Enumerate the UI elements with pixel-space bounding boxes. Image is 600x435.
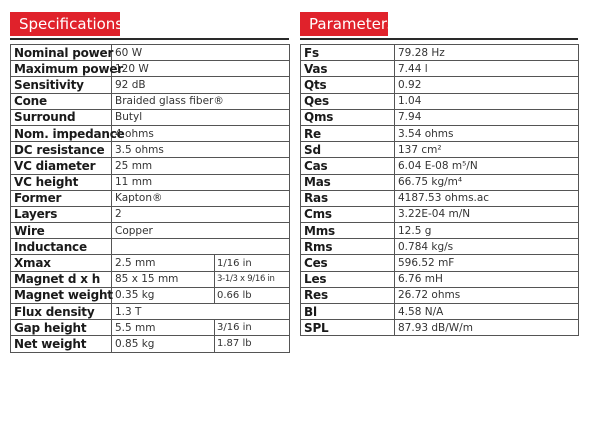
spec-row <box>11 190 290 206</box>
spec-row <box>11 304 290 320</box>
spec-label: Flux density <box>11 304 112 320</box>
spec-value: 2.5 mm <box>112 255 215 271</box>
parameters-table <box>300 44 579 336</box>
spec-imperial-value: 3-1/3 x 9/16 in <box>215 271 290 287</box>
specifications-table <box>10 44 290 353</box>
spec-row <box>11 109 290 125</box>
param-label: Cas <box>301 158 395 174</box>
param-label: Res <box>301 287 395 303</box>
specifications-header: Specifications <box>10 12 120 36</box>
param-value: 137 cm² <box>395 142 579 158</box>
spec-row <box>11 158 290 174</box>
param-label: Qms <box>301 109 395 125</box>
specifications-rule <box>10 38 289 40</box>
param-row <box>301 45 579 61</box>
spec-imperial-value: 1/16 in <box>215 255 290 271</box>
spec-label: Magnet weight <box>11 287 112 303</box>
spec-row <box>11 61 290 77</box>
spec-value: 25 mm <box>112 158 290 174</box>
param-label: Vas <box>301 61 395 77</box>
spec-value: 1.3 T <box>112 304 290 320</box>
spec-label: VC diameter <box>11 158 112 174</box>
param-label: Les <box>301 271 395 287</box>
spec-row <box>11 142 290 158</box>
param-value: 3.22E-04 m/N <box>395 206 579 222</box>
spec-value: 5.5 mm <box>112 320 215 336</box>
spec-value: 85 x 15 mm <box>112 271 215 287</box>
param-label: Re <box>301 125 395 141</box>
spec-label: Gap height <box>11 320 112 336</box>
spec-row <box>11 320 290 336</box>
spec-label: Maximum power <box>11 61 112 77</box>
param-value: 0.92 <box>395 77 579 93</box>
spec-row <box>11 239 290 255</box>
param-label: Ces <box>301 255 395 271</box>
spec-label: Layers <box>11 206 112 222</box>
spec-value: 2 <box>112 206 290 222</box>
param-row <box>301 93 579 109</box>
param-row <box>301 223 579 239</box>
param-row <box>301 320 579 336</box>
spec-label: Former <box>11 190 112 206</box>
spec-label: Xmax <box>11 255 112 271</box>
spec-label: DC resistance <box>11 142 112 158</box>
spec-label: Nom. impedance <box>11 125 112 141</box>
spec-row <box>11 174 290 190</box>
spec-imperial-value: 0.66 lb <box>215 287 290 303</box>
param-value: 12.5 g <box>395 223 579 239</box>
param-label: Fs <box>301 45 395 61</box>
spec-label: Magnet d x h <box>11 271 112 287</box>
spec-value: 11 mm <box>112 174 290 190</box>
spec-row <box>11 93 290 109</box>
param-row <box>301 158 579 174</box>
param-row <box>301 190 579 206</box>
spec-label: Wire <box>11 223 112 239</box>
param-label: Qts <box>301 77 395 93</box>
spec-label: Cone <box>11 93 112 109</box>
spec-label: Surround <box>11 109 112 125</box>
spec-value: Copper <box>112 223 290 239</box>
param-label: Mas <box>301 174 395 190</box>
param-row <box>301 77 579 93</box>
spec-value: Braided glass fiber® <box>112 93 290 109</box>
spec-imperial-value: 1.87 lb <box>215 336 290 352</box>
param-value: 79.28 Hz <box>395 45 579 61</box>
spec-value: 120 W <box>112 61 290 77</box>
param-row <box>301 142 579 158</box>
spec-row <box>11 223 290 239</box>
param-label: Bl <box>301 304 395 320</box>
param-row <box>301 174 579 190</box>
spec-row <box>11 206 290 222</box>
param-value: 1.04 <box>395 93 579 109</box>
spec-value: 0.35 kg <box>112 287 215 303</box>
param-value: 3.54 ohms <box>395 125 579 141</box>
parameters-header: Parameters <box>300 12 388 36</box>
param-label: SPL <box>301 320 395 336</box>
param-value: 7.44 l <box>395 61 579 77</box>
spec-value: 3.5 ohms <box>112 142 290 158</box>
param-row <box>301 255 579 271</box>
param-value: 87.93 dB/W/m <box>395 320 579 336</box>
spec-value: 4 ohms <box>112 125 290 141</box>
spec-row <box>11 271 290 287</box>
param-row <box>301 109 579 125</box>
param-row <box>301 125 579 141</box>
spec-value: 60 W <box>112 45 290 61</box>
param-value: 0.784 kg/s <box>395 239 579 255</box>
spec-label: Sensitivity <box>11 77 112 93</box>
param-value: 6.76 mH <box>395 271 579 287</box>
param-label: Ras <box>301 190 395 206</box>
spec-row <box>11 336 290 352</box>
spec-value: 0.85 kg <box>112 336 215 352</box>
param-label: Mms <box>301 223 395 239</box>
spec-label: Inductance <box>11 239 112 255</box>
spec-row <box>11 125 290 141</box>
spec-value: Kapton® <box>112 190 290 206</box>
parameters-rule <box>300 38 578 40</box>
param-row <box>301 287 579 303</box>
spec-row <box>11 45 290 61</box>
param-value: 66.75 kg/m⁴ <box>395 174 579 190</box>
spec-label: Net weight <box>11 336 112 352</box>
param-value: 4.58 N/A <box>395 304 579 320</box>
param-value: 596.52 mF <box>395 255 579 271</box>
param-label: Cms <box>301 206 395 222</box>
spec-label: VC height <box>11 174 112 190</box>
param-label: Qes <box>301 93 395 109</box>
param-row <box>301 239 579 255</box>
spec-value: Butyl <box>112 109 290 125</box>
spec-value: 92 dB <box>112 77 290 93</box>
param-row <box>301 206 579 222</box>
param-value: 4187.53 ohms.ac <box>395 190 579 206</box>
param-label: Rms <box>301 239 395 255</box>
spec-label: Nominal power <box>11 45 112 61</box>
param-label: Sd <box>301 142 395 158</box>
param-value: 7.94 <box>395 109 579 125</box>
spec-row <box>11 77 290 93</box>
param-row <box>301 304 579 320</box>
param-value: 26.72 ohms <box>395 287 579 303</box>
spec-value <box>112 239 290 255</box>
spec-row <box>11 255 290 271</box>
spec-imperial-value: 3/16 in <box>215 320 290 336</box>
param-row <box>301 61 579 77</box>
param-value: 6.04 E-08 m⁵/N <box>395 158 579 174</box>
param-row <box>301 271 579 287</box>
spec-row <box>11 287 290 303</box>
